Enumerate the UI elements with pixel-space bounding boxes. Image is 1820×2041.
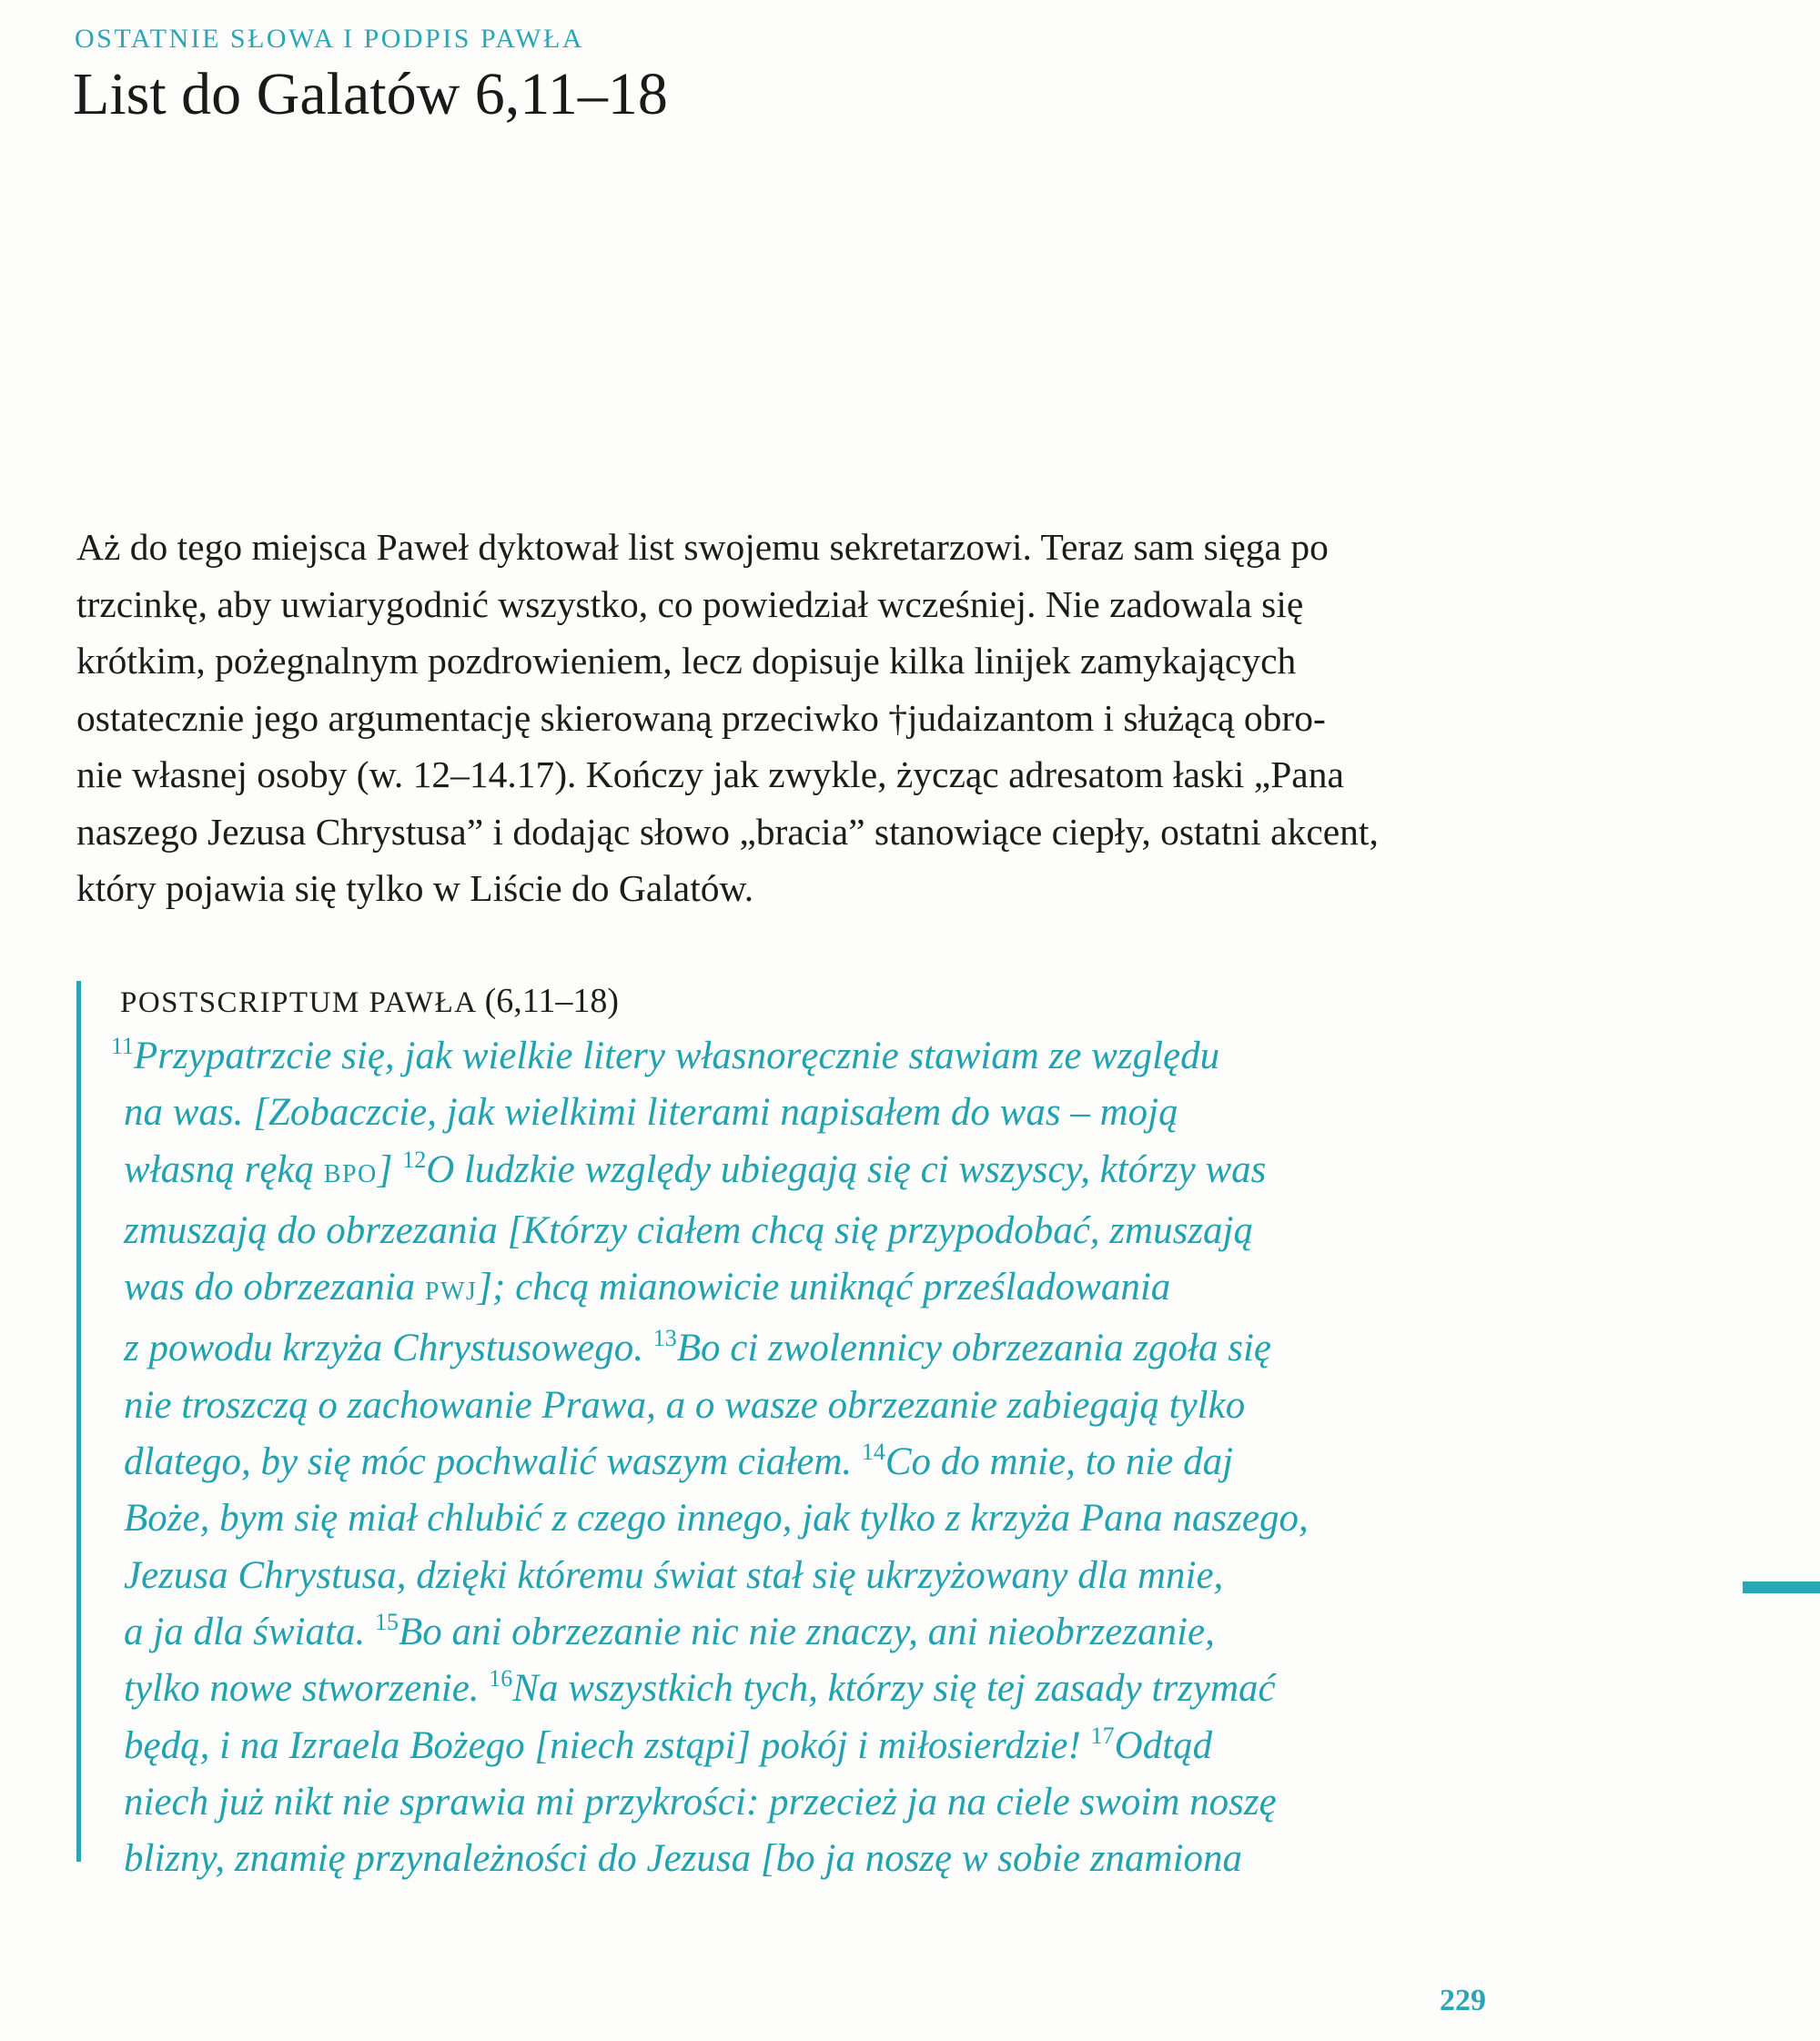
verse-number: 11 <box>111 1033 135 1059</box>
section-kicker: OSTATNIE SŁOWA I PODPIS PAWŁA <box>75 24 584 54</box>
passage-line: Jezusa Chrystusa, dzięki któremu świat stał się ukrzyżowany dla mnie, <box>124 1553 1224 1597</box>
verse-number: 15 <box>374 1608 399 1635</box>
passage-line <box>111 1259 1309 1320</box>
passage-heading <box>120 981 619 1021</box>
scripture-passage <box>76 981 1532 1881</box>
verse-number: 16 <box>489 1665 513 1692</box>
translation-abbr: PWJ <box>424 1278 478 1307</box>
passage-line: blizny, znamię przynależności do Jezusa [bo ja noszę w sobie znamiona <box>124 1837 1243 1881</box>
passage-line-text: Bo ani obrzezanie nic nie znaczy, ani nieobrzezanie, <box>398 1610 1215 1653</box>
verse-number: 12 <box>402 1146 427 1173</box>
passage-line-text: Przypatrzcie się, jak wielkie litery własnoręcznie stawiam ze względu <box>134 1035 1220 1077</box>
intro-line: trzcinkę, aby uwiarygodnić wszystko, co powiedział wcześniej. Nie zadowala się <box>76 582 1304 625</box>
chapter-thumb-tab <box>1743 1581 1820 1593</box>
passage-line: nie troszczą o zachowanie Prawa, a o wasze obrzezanie zabiegają tylko <box>124 1383 1246 1427</box>
passage-line <box>111 1604 1309 1661</box>
passage-line-text: ] <box>377 1147 403 1191</box>
intro-line: krótkim, pożegnalnym pozdrowieniem, lecz dopisuje kilka linijek zamykających <box>76 640 1297 682</box>
intro-paragraph <box>76 519 1514 917</box>
passage-line <box>111 1434 1309 1490</box>
passage-line: Boże, bym się miał chlubić z czego innego, jak tylko z krzyża Pana naszego, <box>124 1497 1309 1541</box>
passage-line-text: z powodu krzyża Chrystusowego. <box>124 1327 653 1370</box>
passage-line <box>111 1028 1309 1085</box>
passage-line-text: Bo ci zwolennicy obrzezania zgoła się <box>676 1327 1272 1370</box>
passage-heading-label: POSTSCRIPTUM PAWŁA <box>120 986 476 1019</box>
passage-text <box>111 1028 1309 1887</box>
verse-number: 17 <box>1090 1722 1115 1749</box>
passage-line-text: ]; chcą mianowicie uniknąć prześladowania <box>477 1266 1171 1309</box>
intro-line: naszego Jezusa Chrystusa” i dodając słowo „bracia” stanowiące ciepły, ostatni akcent, <box>76 810 1379 853</box>
passage-line-text: dlatego, by się móc pochwalić waszym ciałem. <box>124 1440 862 1484</box>
passage-heading-ref: (6,11–18) <box>484 982 619 1020</box>
passage-line <box>111 1661 1309 1717</box>
passage-line-text: będą, i na Izraela Bożego [niech zstąpi] pokój i miłosierdzie! <box>124 1723 1091 1767</box>
passage-line-text: Odtąd <box>1114 1723 1213 1767</box>
passage-line-text: własną ręką <box>124 1147 324 1191</box>
passage-line: niech już nikt nie sprawia mi przykrości: przecież ja na ciele swoim noszę <box>124 1780 1277 1824</box>
page-number: 229 <box>1440 1984 1486 2017</box>
passage-line <box>111 1320 1309 1377</box>
page-title: List do Galatów 6,11–18 <box>73 61 668 127</box>
passage-line-text: O ludzkie względy ubiegają się ci wszyscy, którzy was <box>426 1147 1267 1191</box>
intro-line: nie własnej osoby (w. 12–14.17). Kończy jak zwykle, życząc adresatom łaski „Pana <box>76 753 1344 795</box>
passage-line-text: was do obrzezania <box>124 1266 425 1309</box>
passage-accent-bar <box>76 981 81 1862</box>
translation-abbr: BPO <box>323 1159 378 1188</box>
passage-line-text: Na wszystkich tych, którzy się tej zasady trzymać <box>512 1667 1276 1711</box>
passage-line <box>111 1142 1309 1203</box>
passage-line-text: Co do mnie, to nie daj <box>885 1440 1234 1484</box>
intro-line: który pojawia się tylko w Liście do Galatów. <box>76 867 754 909</box>
passage-line <box>111 1718 1309 1774</box>
passage-line: zmuszają do obrzezania [Którzy ciałem chcą się przypodobać, zmuszają <box>124 1208 1253 1252</box>
intro-line: Aż do tego miejsca Paweł dyktował list swojemu sekretarzowi. Teraz sam sięga po <box>76 526 1329 568</box>
passage-line: na was. [Zobaczcie, jak wielkimi literami napisałem do was – moją <box>124 1091 1178 1135</box>
intro-line: ostatecznie jego argumentację skierowaną przeciwko †judaizantom i służącą obro- <box>76 696 1326 739</box>
verse-number: 13 <box>652 1325 677 1352</box>
passage-line-text: tylko nowe stworzenie. <box>124 1667 490 1711</box>
passage-line-text: a ja dla świata. <box>124 1610 375 1653</box>
verse-number: 14 <box>861 1439 885 1466</box>
